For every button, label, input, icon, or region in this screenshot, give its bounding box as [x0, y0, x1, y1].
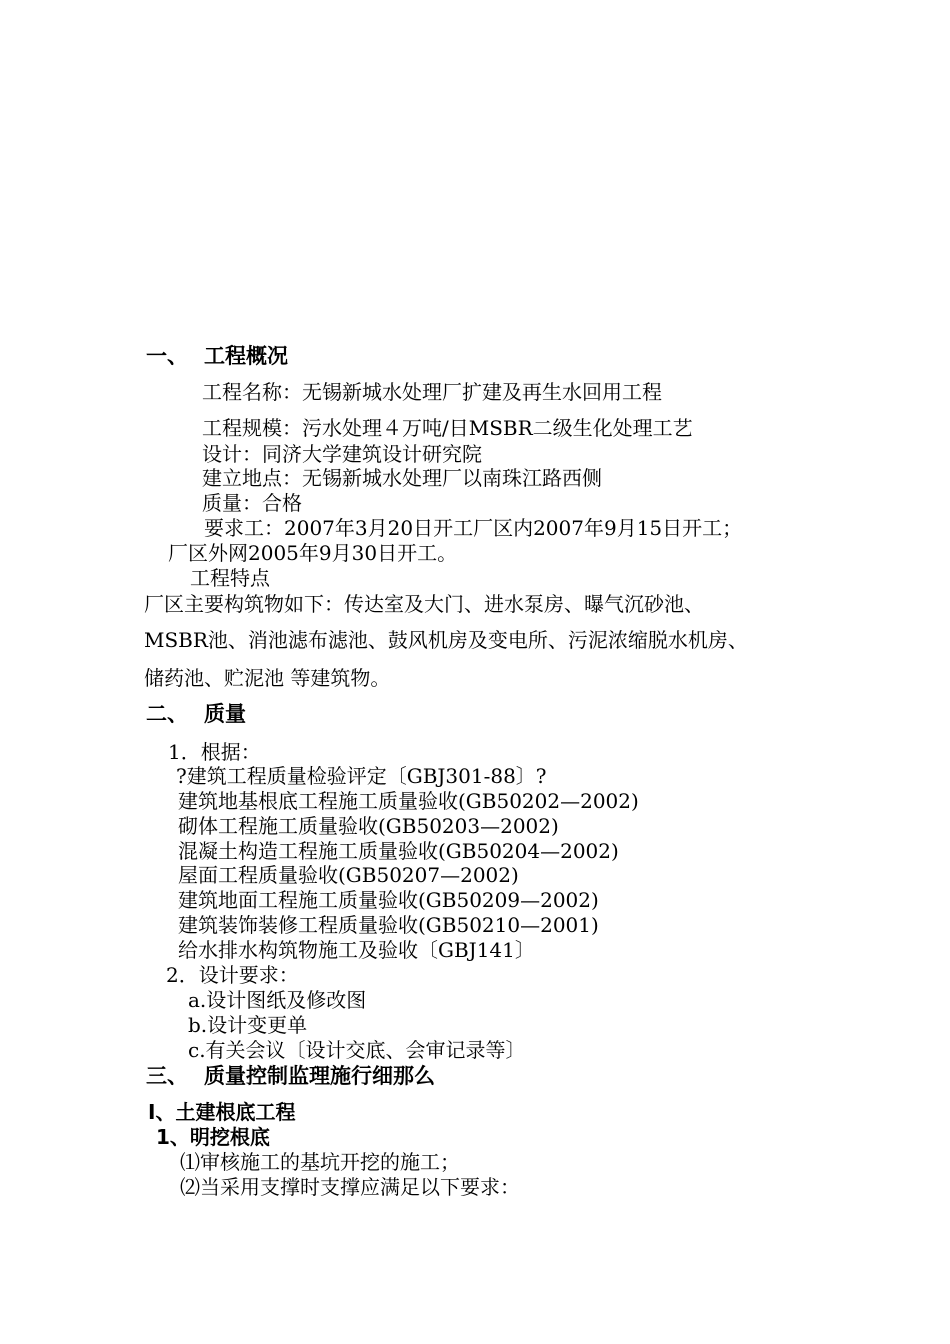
standard-item: 混凝土构造工程施工质量验收(GB50204—2002) — [178, 839, 619, 863]
standard-item: 屋面工程质量验收(GB50207—2002) — [178, 863, 519, 887]
section-2-title: 质量 — [204, 702, 246, 726]
standard-item: ?建筑工程质量检验评定〔GBJ301-88〕? — [176, 764, 547, 788]
design-item: b.设计变更单 — [188, 1013, 308, 1037]
item-heading: 1、明挖根底 — [156, 1125, 270, 1149]
section-2-number: 二、 — [146, 702, 188, 726]
step-item: ⑴审核施工的基坑开挖的施工； — [180, 1150, 460, 1174]
project-quality: 质量：合格 — [202, 491, 302, 515]
project-scale: 工程规模：污水处理４万吨/日MSBR二级生化处理工艺 — [202, 416, 693, 440]
section-1-number: 一、 — [146, 344, 188, 368]
section-1-heading — [146, 344, 288, 368]
project-name: 工程名称：无锡新城水处理厂扩建及再生水回用工程 — [202, 380, 662, 404]
standard-item: 建筑地基根底工程施工质量验收(GB50202—2002) — [178, 789, 639, 813]
standard-item: 砌体工程施工质量验收(GB50203—2002) — [178, 814, 559, 838]
section-2-heading — [146, 702, 246, 726]
project-schedule-line-1: 要求工：2007年3月20日开工厂区内2007年9月15日开工； — [204, 516, 743, 540]
part-heading: Ⅰ、土建根底工程 — [148, 1100, 296, 1124]
standard-item: 建筑装饰装修工程质量验收(GB50210—2001) — [178, 913, 599, 937]
design-item: c.有关会议〔设计交底、会审记录等〕 — [188, 1038, 526, 1062]
basis-heading: 1．根据： — [168, 740, 261, 764]
features-heading: 工程特点 — [190, 566, 270, 590]
section-1-title: 工程概况 — [204, 344, 288, 368]
section-3-heading — [146, 1064, 435, 1088]
project-design: 设计：同济大学建筑设计研究院 — [202, 442, 482, 466]
design-requirements-heading: 2．设计要求： — [166, 963, 299, 987]
standard-item: 建筑地面工程施工质量验收(GB50209—2002) — [178, 888, 599, 912]
features-line-2: MSBR池、消池滤布滤池、鼓风机房及变电所、污泥浓缩脱水机房、 — [144, 628, 748, 652]
section-3-number: 三、 — [146, 1064, 188, 1088]
project-schedule-line-2: 厂区外网2005年9月30日开工。 — [168, 541, 458, 565]
features-line-3: 储药池、贮泥池 等建筑物。 — [144, 666, 391, 690]
features-line-1: 厂区主要构筑物如下：传达室及大门、进水泵房、曝气沉砂池、 — [144, 592, 704, 616]
design-item: a.设计图纸及修改图 — [188, 988, 367, 1012]
standard-item: 给水排水构筑物施工及验收〔GBJ141〕 — [178, 938, 535, 962]
project-location: 建立地点：无锡新城水处理厂以南珠江路西侧 — [202, 466, 602, 490]
step-item: ⑵当采用支撑时支撑应满足以下要求： — [180, 1175, 520, 1199]
section-3-title: 质量控制监理施行细那么 — [204, 1064, 435, 1088]
